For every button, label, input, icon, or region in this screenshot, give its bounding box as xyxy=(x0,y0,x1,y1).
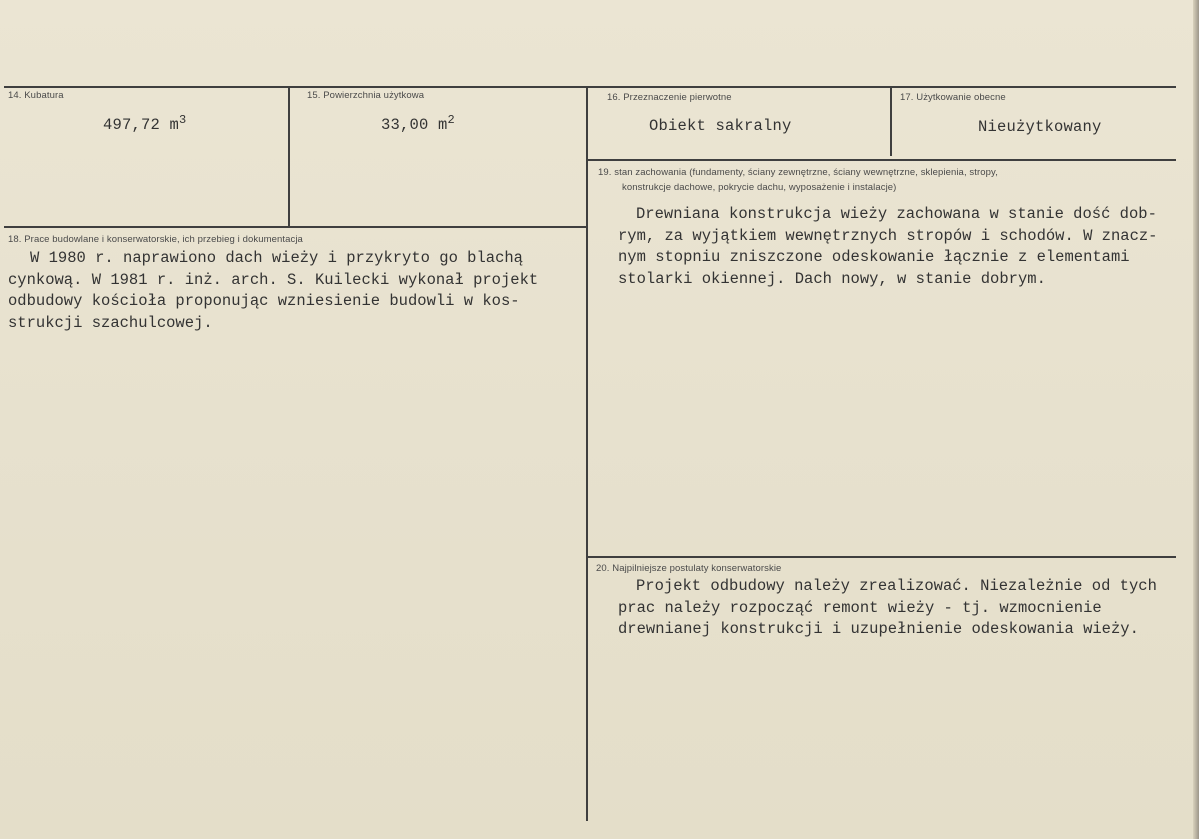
kubatura-value: 497,72 m xyxy=(103,116,180,134)
field-19-label-cont: konstrukcje dachowe, pokrycie dachu, wyposażenie i instalacje) xyxy=(622,182,897,193)
field-20-label: 20. Najpilniejsze postulaty konserwatorskie xyxy=(596,563,782,574)
field-19-line: Drewniana konstrukcja wieży zachowana w stanie dość dob- xyxy=(636,205,1157,223)
field-18-line: W 1980 r. naprawiono dach wieży i przykryto go blachą xyxy=(30,249,523,267)
rule-under-14-15 xyxy=(4,226,588,228)
field-15-label: 15. Powierzchnia użytkowa xyxy=(307,90,425,101)
field-18-line: strukcji szachulcowej. xyxy=(8,313,213,332)
field-18-line: odbudowy kościoła proponując wzniesienie budowli w kos- xyxy=(8,292,520,310)
field-16-value: Obiekt sakralny xyxy=(649,117,792,135)
powierzchnia-value: 33,00 m xyxy=(381,116,448,134)
field-19-text xyxy=(618,204,1158,290)
divider-16-17 xyxy=(890,86,892,156)
field-19-line: stolarki okiennej. Dach nowy, w stanie dobrym. xyxy=(618,269,1046,288)
field-19-line: rym, za wyjątkiem wewnętrznych stropów i schodów. W znacz- xyxy=(618,226,1158,245)
field-20-line: drewnianej konstrukcji i uzupełnienie odeskowania wieży. xyxy=(618,620,1139,638)
top-rule xyxy=(4,86,1176,88)
kubatura-unit-exponent: 3 xyxy=(179,113,187,127)
rule-above-20 xyxy=(588,556,1176,558)
field-19-label: 19. stan zachowania (fundamenty, ściany zewnętrzne, ściany wewnętrzne, sklepienia, stropy, xyxy=(598,167,998,178)
field-14-value xyxy=(103,113,187,134)
field-17-label: 17. Użytkowanie obecne xyxy=(900,92,1006,103)
rule-under-16-17 xyxy=(588,159,1176,161)
field-20-line: Projekt odbudowy należy zrealizować. Niezależnie od tych xyxy=(636,577,1157,595)
field-14-label: 14. Kubatura xyxy=(8,90,64,101)
field-20-line: prac należy rozpocząć remont wieży - tj. wzmocnienie xyxy=(618,598,1102,617)
divider-main xyxy=(586,86,588,821)
field-18-text xyxy=(8,248,538,334)
field-17-value: Nieużytkowany xyxy=(978,118,1102,136)
field-16-label: 16. Przeznaczenie pierwotne xyxy=(607,92,732,103)
powierzchnia-unit-exponent: 2 xyxy=(447,113,455,127)
field-19-line: nym stopniu zniszczone odeskowanie łącznie z elementami xyxy=(618,248,1130,266)
field-20-text xyxy=(618,576,1157,641)
card-edge-shadow xyxy=(1193,0,1199,839)
field-15-value xyxy=(381,113,455,134)
field-18-line: cynkową. W 1981 r. inż. arch. S. Kuilecki wykonał projekt xyxy=(8,270,539,289)
divider-14-15 xyxy=(288,86,290,228)
field-18-label: 18. Prace budowlane i konserwatorskie, ich przebieg i dokumentacja xyxy=(8,234,303,245)
